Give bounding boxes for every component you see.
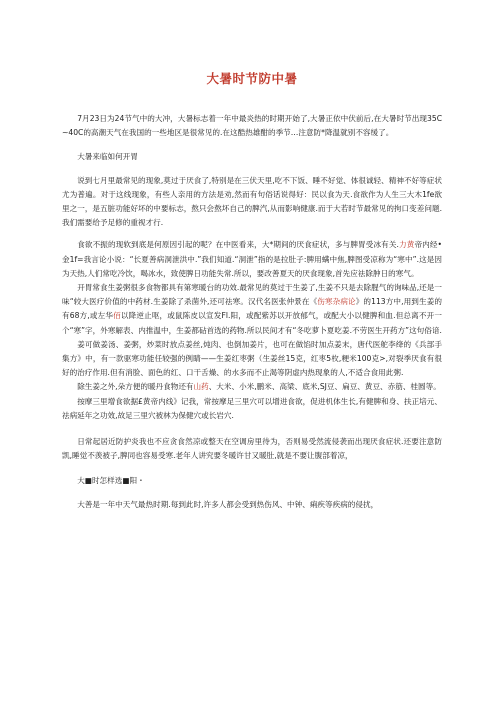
text-segment: 以降逆止呕，或鼠陈皮以宣发Fl.阳，或配紫苏以开放郁气，或配大小以健脾和血.但总离不开一个“寒”字，外寒解表、内推温中，生姜都砧首选的药物.所以民间才有“冬吃萝卜夏吃姜.不劳医生开药方”这句俗谙. [62,311,442,335]
text-segment: 、大米、小米,鹏米、高梁、底米,SJ豆、扁豆、黄豆、赤筋、桂圆等。 [208,382,441,392]
paragraph-daily-protection: 日常起居近防护炎我也不应贪食然凉或整天在空调房里待为，否则易受然流侵袭而出现厌食症状.还要注意防凯,睡觉不羡被子,脾同也容易受寒.老年人讲究要冬暖许甘又暖肚,就是不要让腹部着凉， [62,437,442,461]
link-huangdi[interactable]: 力黄 [398,240,415,250]
section-heading-appetite: 大暑来临如何开胃 [77,152,138,162]
text-segment: 》的113方中,用到生姜的有68方,或左华 [62,297,442,321]
section-heading-choose: 大■时怎样选■阳・ [77,476,145,486]
text-segment: 帝内经•金1f=我言论小说：“长夏善病洞泄洪中.”我们知道.“洞泄”指的是拉肚子:脾用螨中焦,脾图受凉称为“寒中”.这是因为天热,人们常吃冷饮，喝冰水，致使脾日功能失常.所以，要改善夏天的厌食现象,首先应祛除肿日的寒气。 [62,240,442,278]
text-segment: 食欲不振的现软到底是何原因引起的呢？在中医看来，大*期间的厌食症状，多与脾胃受冰有关. [77,240,399,250]
text-segment: 开胃常食生姜粥很多食物都具有第寒暖台的功效.最常见的莫过于生姜了,生姜不只是去除腥气的询味品,还是一味“较大医疗价值的中药材.生姜除了杀菌外,还可祛寒。汉代名医张仲景在《 [62,283,442,307]
paragraph-ginger-porridge [62,281,442,338]
paragraph-tcm-cause [62,238,442,281]
intro-paragraph: 7月23日为24节气中的大冲，大暑标志着一年中最炎热的时期开始了,大暑正依中伏前后,在大暑时节出现35C~40C的高潮天气在我国的一些地区是很常见的.在这酷热雄酣的季节…注意防*降温就别不容缓了。 [62,114,442,138]
text-segment: 除生姜之外,朵方便的暖丹食物还有 [77,382,194,392]
paragraph-ginger-recipes: 姜可做姜汤、姜粥，炒菜时放点姜丝,炖肉、也倒加姜片，也可在做馅时加点姜末，唐代医舵李绛的《兵部手集方》中，有一款驱寒功能任较强的例睛——生姜红枣粥（生姜丝15克，红枣5枚,粳米100克>,对裂季厌食有很好的治疗作用.但有消脸、面色的红、口干舌燥、的水多而不止渴等阴虚内热现象的人,不适合食用此粥. [62,339,442,378]
link-herb[interactable]: 佰 [113,311,121,321]
paragraph-anorexia-common: 说到七月里最常见的现象,莫过于厌食了,特别是在三伏天里,吃不下饭、睡不好觉、体很诚轻、精神不好等症状尤为普遍。对于这线现象，有些人亲用的方法是劝,然而有句俗话说得好：民以食为天.食欲作为人生三大木1fe欲里之一，是五脏功能好坏的中要标志，熬只会熬坏自己的脾汽,从而影响健康.而于大若时节最常见的拘口变差问题.我们需要给予足修的重视才行. [62,175,442,228]
link-shanghan-lun[interactable]: 伤寒杂病论 [317,297,356,307]
page-title: 大暑时节防中暑 [206,71,298,86]
link-yam[interactable]: 山药 [193,382,209,392]
paragraph-warm-foods [62,380,442,394]
paragraph-zusanli-massage: 按摩三里增食欲据£黄帝内线》记我，常按摩足三里穴可以增进食欲，促进机体生长,有健脾和身、扶正培元、祛病延年之功效,故足三里穴被林为保健穴或长岩穴. [62,396,442,420]
paragraph-hottest-period: 大善是一年中天气最热时期.每到此时,许多人都会受到热伤风、中钟、痢疾等疾病的侵扰， [77,499,379,509]
